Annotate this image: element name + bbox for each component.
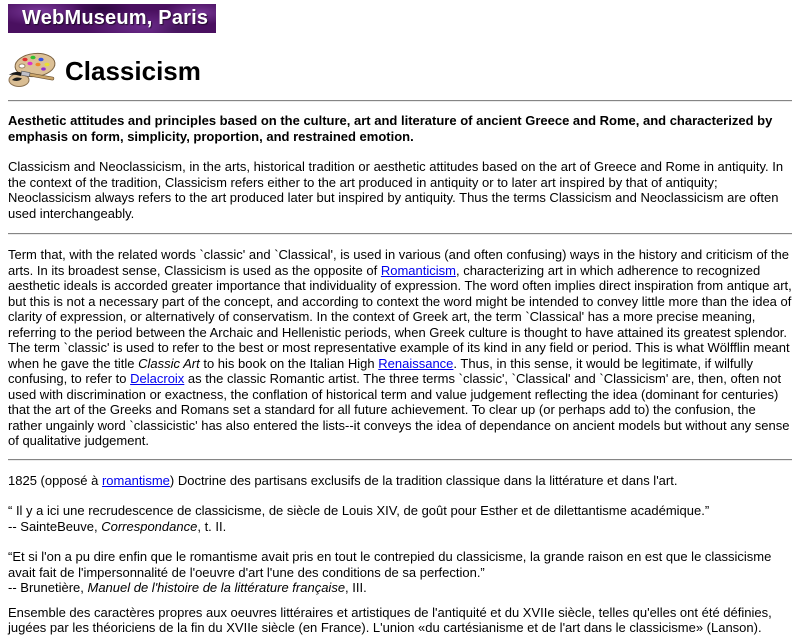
text-segment: to his book on the Italian High — [199, 355, 379, 371]
text-segment: Term that, with the related words `classic' and `Classical', is used in various (and often confusing) ways in the history and criticism of the arts. In its broadest sense, Classicism is used as the opposite of — [8, 247, 789, 278]
link-romantisme[interactable]: romantisme — [101, 472, 170, 488]
site-banner-label: WebMuseum, Paris — [22, 6, 209, 29]
text-segment: , III. — [345, 580, 367, 595]
page-title: Classicism — [65, 56, 201, 86]
term-paragraph — [8, 247, 792, 449]
text-segment: “ Il y a ici une recrudescence de classicisme, de siècle de Louis XIV, de goût pour Esther et de dilettantisme académique.” — [8, 503, 710, 518]
definition-1825-paragraph — [8, 473, 792, 489]
link-renaissance[interactable]: Renaissance — [378, 355, 454, 371]
text-segment: -- Brunetière, — [8, 580, 88, 595]
link-delacroix[interactable]: Delacroix — [130, 371, 185, 386]
text-segment: 1825 (opposé à — [8, 472, 102, 488]
text-segment: ) Doctrine des partisans exclusifs de la tradition classique dans la littérature et dans l'art. — [169, 472, 678, 488]
italic-text: Correspondance — [101, 518, 198, 534]
text-segment: “Et si l'on a pu dire enfin que le romantisme avait pris en tout le contrepied du classicisme, la grande raison en est que le classicisme avait fait de l'impersonnalité de l'oeuvre d'art l'une des conditions de sa perfection.” — [8, 549, 772, 580]
site-banner[interactable] — [8, 4, 216, 33]
text-segment: , characterizing art in which adherence to recognized aesthetic ideals is accorded greater importance that individuality of expression. The word often implies direct inspiration from antique art, but this is not a necessary part of the concept, and according to context the word might be intended to convey little more than the idea of clarity of expression, or alternatively of conservatism. In the context of Greek art, the term `Classical' has a more precise meaning, referring to the period between the Archaic and Hellenistic periods, when Greek culture is thought to have attained its greatest splendor. The term `classic' is used to refer to the best or most representative example of its kind in any field or period. This is what Wölfflin meant when he gave the title — [8, 262, 792, 371]
quote-brunetiere — [8, 549, 792, 596]
text-segment: -- SainteBeuve, — [8, 518, 102, 534]
text-segment: , t. II. — [197, 518, 227, 534]
divider-bottom — [8, 459, 792, 461]
text-segment: as the classic Romantic artist. The three terms `classic', `Classical' and `Classicism' are, then, often not used with discrimination or exactness, the conflation of historical term and value judgement reflecting the idea (dominant for centuries) that the art of the Greeks and Romans set a standard for all future achievement. To clear up (or perhaps add to) the confusion, the rather ungainly word `classicistic' has also entered the lists--it conveys the idea of dependance on ancient models but without any sense of qualitative judgement. — [8, 371, 790, 448]
divider-mid — [8, 233, 792, 235]
ensemble-paragraph: Ensemble des caractères propres aux oeuvres littéraires et artistiques de l'antiquité et du XVIIe siècle, telles qu'elles ont été définies, jugées par les théoriciens de la fin du XVIIe siècle (en France). L'union «du cartésianisme et de l'art dans le classicisme» (Lanson). — [8, 604, 772, 635]
divider-top — [8, 100, 792, 102]
palette-icon — [8, 52, 56, 90]
italic-text: Manuel de l'histoire de la littérature française — [87, 580, 346, 595]
quote-saintebeuve — [8, 503, 792, 534]
lead-paragraph: Aesthetic attitudes and principles based on the culture, art and literature of ancient Greece and Rome, and characterized by emphasis on form, simplicity, proportion, and restrained emotion. — [8, 113, 773, 144]
italic-text: Classic Art — [138, 355, 200, 371]
page-header — [8, 52, 792, 90]
text-segment: . Thus, in this sense, it would be legitimate, if wilfully confusing, to refer to — [8, 355, 754, 386]
link-romanticism[interactable]: Romanticism — [380, 262, 456, 278]
intro-paragraph: Classicism and Neoclassicism, in the arts, historical tradition or aesthetic attitudes based on the art of Greece and Rome in antiquity. In the context of the tradition, Classicism refers either to the art produced in antiquity or to later art inspired by that of antiquity; Neoclassicism always refers to the art produced later but inspired by antiquity. Thus the terms Classicism and Neoclassicism are often used interchangeably. — [8, 159, 784, 221]
